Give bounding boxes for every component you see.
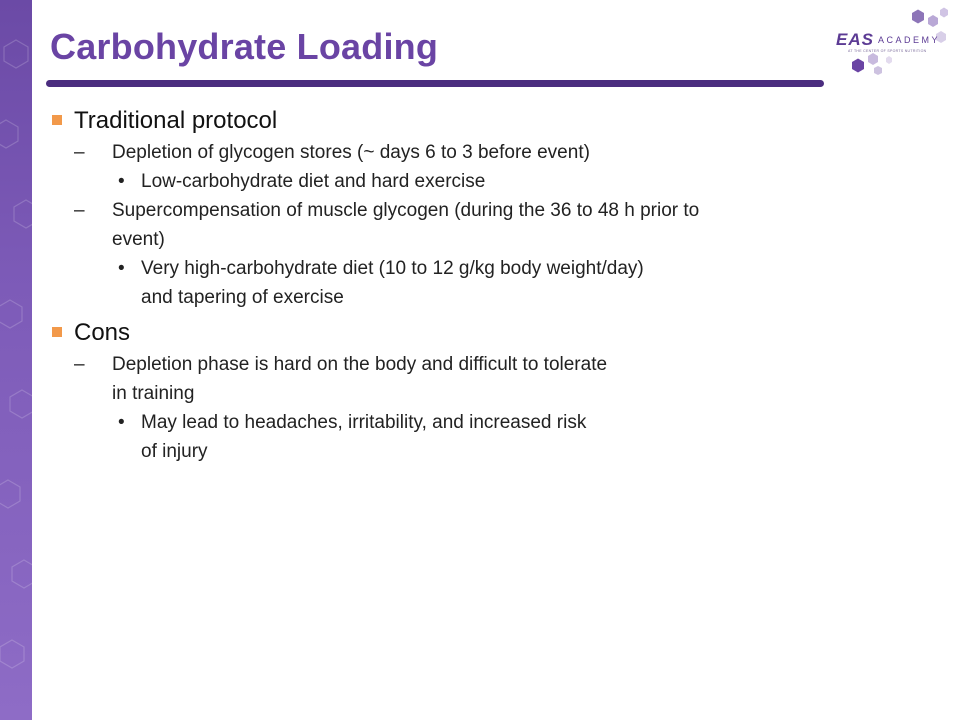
dot-bullet-icon: •	[118, 412, 125, 433]
slide-body	[52, 104, 892, 466]
logo-subtitle: ACADEMY	[878, 35, 941, 45]
slide-title: Carbohydrate Loading	[50, 26, 439, 67]
logo-wordmark: EAS	[836, 30, 874, 49]
point-high-carb-diet	[52, 254, 892, 312]
hexagon-pattern	[0, 0, 32, 720]
title-underline	[46, 80, 824, 87]
bullet-cons	[52, 316, 892, 350]
sub-bullet-text: Depletion of glycogen stores (~ days 6 to 3 before event)	[112, 142, 590, 163]
dot-bullet-icon: •	[118, 171, 125, 192]
sub-bullet-depletion-hard	[52, 350, 892, 408]
sub-bullet-supercompensation	[52, 196, 892, 254]
sub-bullet-text-line-1: Depletion phase is hard on the body and difficult to tolerate	[112, 354, 608, 375]
logo-tagline: AT THE CENTER OF SPORTS NUTRITION	[848, 49, 927, 53]
bullet-label: Cons	[74, 319, 131, 346]
point-headaches	[52, 408, 892, 466]
point-low-carb	[52, 167, 892, 196]
dot-bullet-icon: •	[118, 258, 125, 279]
point-text-line-2: of injury	[141, 441, 208, 462]
sub-bullet-text-line-2: event)	[112, 229, 165, 250]
dash-bullet-icon: –	[74, 200, 85, 221]
sub-bullet-depletion	[52, 138, 892, 167]
left-sidebar-band	[0, 0, 32, 720]
sub-bullet-text-line-2: in training	[112, 383, 195, 404]
bullet-traditional-protocol	[52, 104, 892, 138]
bullet-label: Traditional protocol	[74, 107, 278, 134]
dash-bullet-icon: –	[74, 142, 85, 163]
dash-bullet-icon: –	[74, 354, 85, 375]
point-text-line-1: Very high-carbohydrate diet (10 to 12 g/kg body weight/day)	[141, 258, 644, 279]
point-text: Low-carbohydrate diet and hard exercise	[141, 171, 486, 192]
point-text-line-2: and tapering of exercise	[141, 287, 344, 308]
sub-bullet-text-line-1: Supercompensation of muscle glycogen (during the 36 to 48 h prior to	[112, 200, 700, 221]
point-text-line-1: May lead to headaches, irritability, and increased risk	[141, 412, 587, 433]
square-bullet-icon	[52, 115, 62, 125]
square-bullet-icon	[52, 327, 62, 337]
